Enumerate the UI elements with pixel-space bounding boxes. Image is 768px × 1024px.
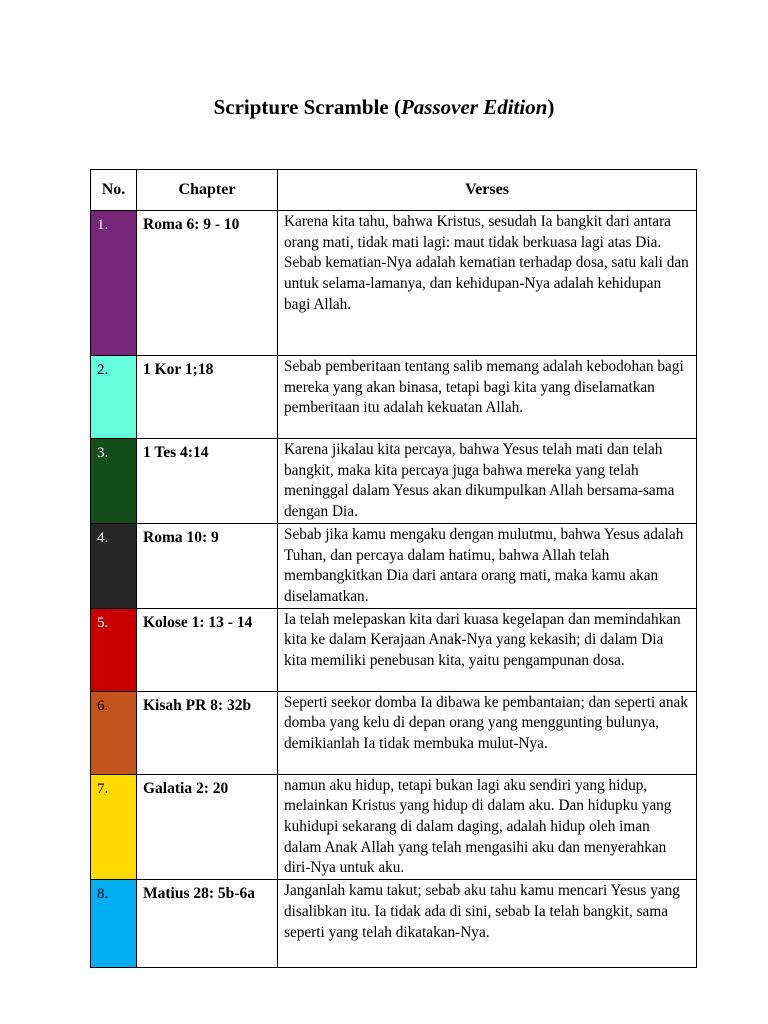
row-number: 8. [91,880,137,968]
row-chapter: Kolose 1: 13 - 14 [137,608,278,691]
row-chapter: 1 Tes 4:14 [137,439,278,524]
row-verse: Sebab jika kamu mengaku dengan mulutmu, bahwa Yesus adalah Tuhan, dan percaya dalam hatimu, bahwa Allah telah membangkitkan Dia dari antara orang mati, maka kamu akan diselamatkan. [278,523,697,608]
scripture-table [90,169,697,968]
row-chapter: 1 Kor 1;18 [137,356,278,439]
table-row [91,356,697,439]
row-number: 6. [91,691,137,774]
table-row [91,608,697,691]
table-row [91,880,697,968]
row-verse: Karena jikalau kita percaya, bahwa Yesus telah mati dan telah bangkit, maka kita percaya juga bahwa mereka yang telah meninggal dalam Yesus akan dikumpulkan Allah bersama-sama dengan Dia. [278,439,697,524]
row-verse: Sebab pemberitaan tentang salib memang adalah kebodohan bagi mereka yang akan binasa, tetapi bagi kita yang diselamatkan pemberitaan itu adalah kekuatan Allah. [278,356,697,439]
table-row [91,691,697,774]
header-verses: Verses [278,170,697,211]
table-row [91,523,697,608]
row-number: 2. [91,356,137,439]
row-verse: Janganlah kamu takut; sebab aku tahu kamu mencari Yesus yang disalibkan itu. Ia tidak ada di sini, sebab Ia telah bangkit, sama seperti yang telah dikatakan-Nya. [278,880,697,968]
title-italic: Passover Edition [400,95,548,119]
row-chapter: Roma 6: 9 - 10 [137,211,278,356]
row-chapter: Roma 10: 9 [137,523,278,608]
row-number: 4. [91,523,137,608]
row-verse: namun aku hidup, tetapi bukan lagi aku sendiri yang hidup, melainkan Kristus yang hidup di dalam aku. Dan hidupku yang kuhidupi sekarang di dalam daging, adalah hidup oleh iman dalam Anak Allah yang telah mengasihi aku dan menyerahkan diri-Nya untuk aku. [278,774,697,880]
row-chapter: Galatia 2: 20 [137,774,278,880]
row-number: 3. [91,439,137,524]
title-main: Scripture Scramble ( [213,95,401,119]
row-verse: Seperti seekor domba Ia dibawa ke pembantaian; dan seperti anak domba yang kelu di depan orang yang menggunting bulunya, demikianlah Ia tidak membuka mulut-Nya. [278,691,697,774]
row-chapter: Matius 28: 5b-6a [137,880,278,968]
row-verse: Ia telah melepaskan kita dari kuasa kegelapan dan memindahkan kita ke dalam Kerajaan Anak-Nya yang kekasih; di dalam Dia kita memiliki penebusan kita, yaitu pengampunan dosa. [278,608,697,691]
title-end: ) [547,95,555,119]
table-row [91,211,697,356]
row-verse: Karena kita tahu, bahwa Kristus, sesudah Ia bangkit dari antara orang mati, tidak mati lagi: maut tidak berkuasa lagi atas Dia. Sebab kematian-Nya adalah kematian terhadap dosa, satu kali dan untuk selama-lamanya, dan kehidupan-Nya adalah kehidupan bagi Allah. [278,211,697,356]
table-header-row [91,170,697,211]
table-row [91,774,697,880]
table-row [91,439,697,524]
page-title [0,93,768,121]
header-no: No. [91,170,137,211]
header-chapter: Chapter [137,170,278,211]
row-chapter: Kisah PR 8: 32b [137,691,278,774]
row-number: 5. [91,608,137,691]
row-number: 7. [91,774,137,880]
row-number: 1. [91,211,137,356]
